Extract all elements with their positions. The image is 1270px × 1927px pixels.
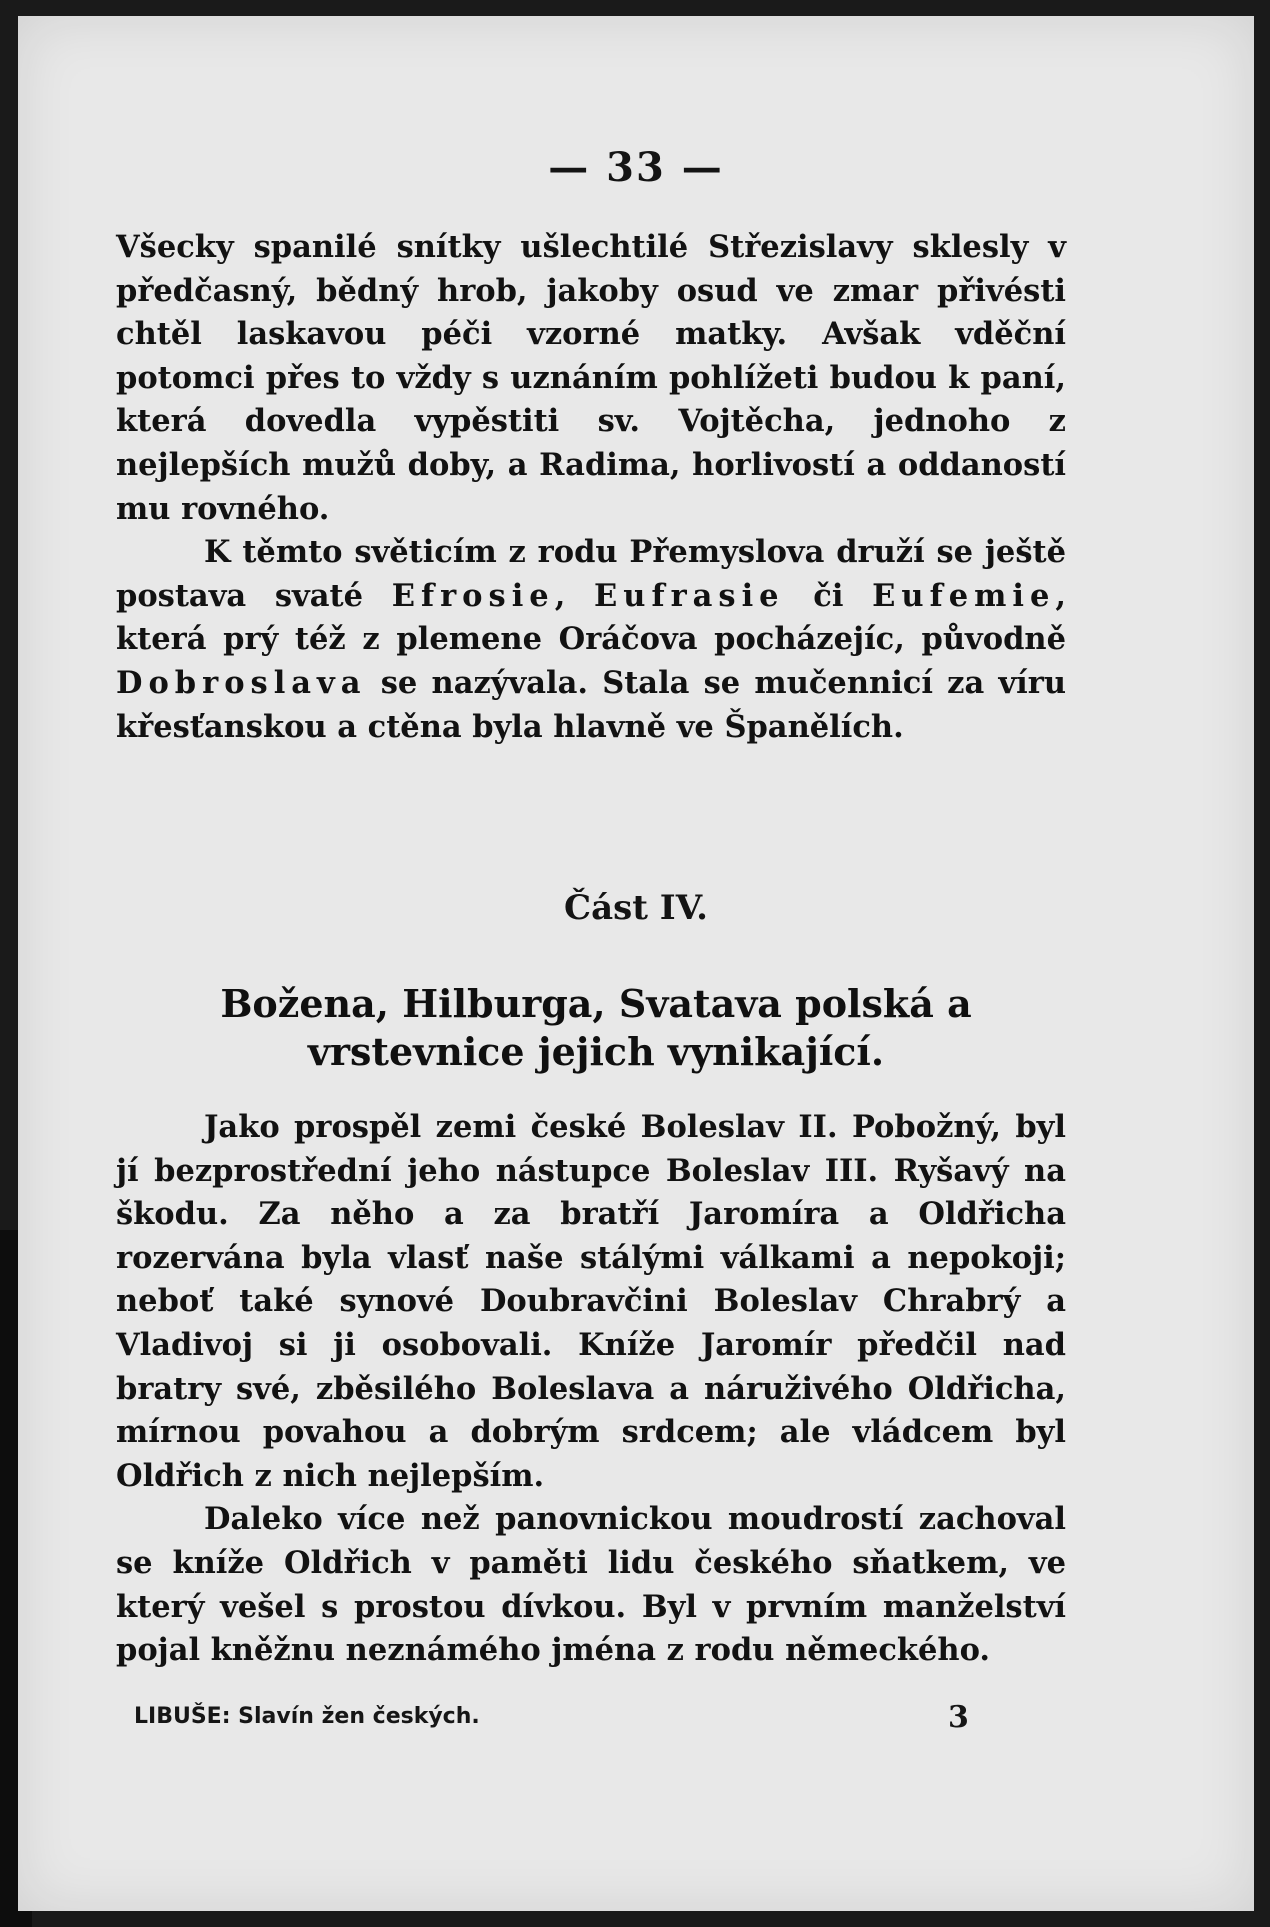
paragraph-oldrich: Daleko více než panovnickou moudrostí zachoval se kníže Oldřich v paměti lidu českého sňatkem, ve který vešel s prostou dívkou. Byl v prvním manželství pojal kněžnu neznámého jména z rodu německého. <box>116 1501 1066 1669</box>
saint-name-eufrasie: Eufrasie <box>594 577 785 614</box>
saints-text-3: či <box>784 577 873 614</box>
paragraph-strezislava: Všecky spanilé snítky ušlechtilé Střezislavy sklesly v předčasný, bědný hrob, jakoby osud ve zmar přivésti chtěl laskavou péči vzorné matky. Avšak vděční potomci přes to vždy s uznáním pohlížeti budou k paní, která dovedla vypěstiti sv. Vojtěcha, jednoho z nejlepších mužů doby, a Radima, horlivostí a oddaností mu rovného. <box>116 229 1066 527</box>
saint-name-efrosie: Efrosie <box>391 577 555 614</box>
footer-source: LIBUŠE: Slavín žen českých. <box>134 1704 480 1729</box>
paragraph-boleslav: Jako prospěl zemi české Boleslav II. Pobožný, byl jí bezprostřední jeho nástupce Boleslav III. Ryšavý na škodu. Za něho a za bratří Jaromíra a Oldřicha rozervána byla vlasť naše stálými válkami a nepokoji; neboť také synové Doubravčini Boleslav Chrabrý a Vladivoj si ji osobovali. Kníže Jaromír předčil nad bratry své, zběsilého Boleslava a náruživého Oldřicha, mírnou povahou a dobrým srdcem; ale vládcem byl Oldřich z nich nejlepším. <box>116 1109 1066 1494</box>
page-number: — 33 — <box>548 144 724 191</box>
saints-text-5: se nazývala. Stala se mučennicí za víru křesťanskou a ctěna byla hlavně ve Španělích. <box>116 664 1066 745</box>
saints-text-4: , která prý též z plemene Oráčova pocházejíc, původně <box>116 577 1066 658</box>
text-block-bottom <box>116 1106 1066 1673</box>
saints-text-1: K těmto světicím z rodu Přemyslova druží se ještě postava svaté <box>116 534 1066 614</box>
section-title: Část IV. <box>564 888 708 928</box>
saint-name-dobroslava: Dobroslava <box>116 664 367 701</box>
footer-signature: 3 <box>948 1700 969 1735</box>
book-page <box>18 16 1254 1911</box>
chapter-heading: Božena, Hilburga, Svatava polská a vrstevnice jejich vynikající. <box>220 981 972 1074</box>
paragraph-saints <box>116 531 1066 749</box>
saints-text-2: , <box>554 577 595 614</box>
saint-name-eufemie: Eufemie <box>872 577 1056 614</box>
text-block-top <box>116 226 1066 749</box>
